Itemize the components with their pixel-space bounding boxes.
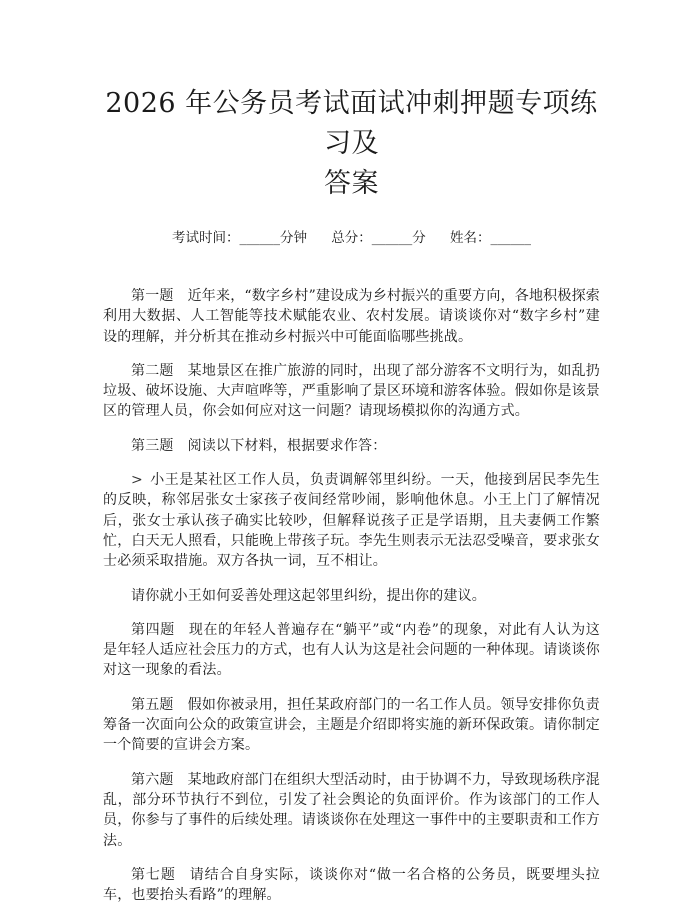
- question-5: [103, 695, 600, 756]
- question-2-text: 某地景区在推广旅游的同时，出现了部分游客不文明行为，如乱扔垃圾、破坏设施、大声喧哗等，严重影响了景区环境和游客体验。假如你是该景区的管理人员，你会如何应对这一问题？请现场模拟你的沟通方式。: [103, 362, 600, 420]
- question-5-text: 假如你被录用，担任某政府部门的一名工作人员。领导安排你负责筹备一次面向公众的政策宣讲会，主题是介绍即将实施的新环保政策。请你制定一个简要的宣讲会方案。: [103, 696, 600, 754]
- question-7-number: 第七题: [131, 866, 176, 883]
- exam-meta: [103, 228, 600, 248]
- document-title: [103, 84, 600, 204]
- question-3-material: [103, 470, 600, 571]
- question-7-text: 请结合自身实际，谈谈你对“做一名合格的公务员，既要埋头拉车，也要抬头看路”的理解。: [103, 866, 600, 904]
- question-3-number: 第三题: [131, 437, 174, 454]
- question-1: [103, 286, 600, 347]
- question-6: [103, 770, 600, 851]
- question-3-requirement: 请你就小王如何妥善处理这起邻里纠纷，提出你的建议。: [131, 587, 486, 604]
- question-2: [103, 361, 600, 422]
- question-2-number: 第二题: [131, 362, 174, 379]
- question-list: [103, 286, 600, 905]
- exam-time-label: 考试时间：______分钟: [171, 230, 307, 246]
- question-4-text: 现在的年轻人普遍存在“躺平”或“内卷”的现象，对此有人认为这是年轻人适应社会压力的方式，也有人认为这是社会问题的一种体现。请谈谈你对这一现象的看法。: [103, 621, 600, 679]
- question-3: [103, 436, 600, 456]
- question-6-text: 某地政府部门在组织大型活动时，由于协调不力，导致现场秩序混乱，部分环节执行不到位，引发了社会舆论的负面评价。作为该部门的工作人员，你参与了事件的后续处理。请谈谈你在处理这一事件中的主要职责和工作方法。: [103, 771, 600, 849]
- question-1-number: 第一题: [131, 288, 174, 304]
- total-score-label: 总分：______分: [331, 230, 426, 246]
- question-7: [103, 865, 600, 905]
- quote-marker-icon: >: [131, 472, 143, 489]
- question-4: [103, 620, 600, 681]
- name-label: 姓名：______: [450, 230, 532, 246]
- question-4-number: 第四题: [131, 621, 175, 638]
- question-1-text: 近年来，“数字乡村”建设成为乡村振兴的重要方向，各地积极探索利用大数据、人工智能等技术赋能农业、农村发展。请谈谈你对“数字乡村”建设的理解，并分析其在推动乡村振兴中可能面临哪些挑战。: [103, 288, 600, 345]
- title-line-1: 2026 年公务员考试面试冲刺押题专项练习及: [105, 88, 598, 159]
- title-line-2: 答案: [324, 168, 379, 199]
- question-3-material-text: 小王是某社区工作人员，负责调解邻里纠纷。一天，他接到居民李先生的反映，称邻居张女士家孩子夜间经常吵闹，影响他休息。小王上门了解情况后，张女士承认孩子确实比较吵，但解释说孩子正是学语期，且夫妻俩工作繁忙，白天无人照看，只能晚上带孩子玩。李先生则表示无法忍受噪音，要求张女士必须采取措施。双方各执一词，互不相让。: [103, 472, 600, 570]
- question-6-number: 第六题: [131, 771, 174, 788]
- question-3-text: 阅读以下材料，根据要求作答：: [187, 437, 387, 454]
- question-5-number: 第五题: [131, 696, 174, 713]
